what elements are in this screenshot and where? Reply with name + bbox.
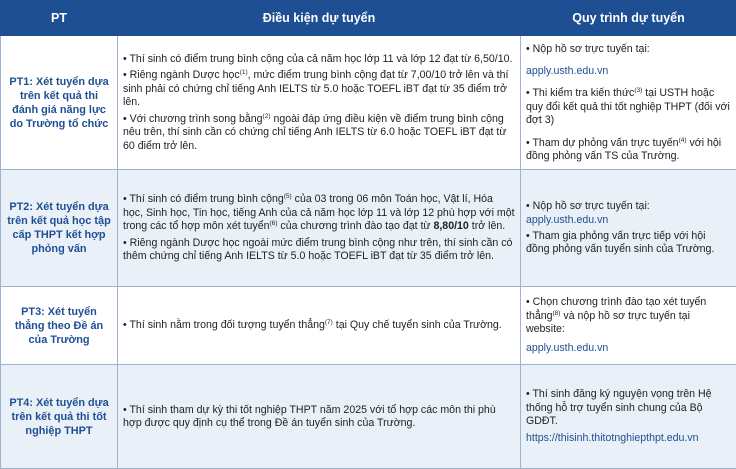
pt2-condition-1: • Thí sinh có điểm trung bình cộng$^{(5)}$ của 03 trong 06 môn Toán học, Vật lí, Hóa học, Sinh học, Tin học, tiếng Anh của cả năm học lớp 11 và lớp 12 phù hợp với một trong các tổ hợp môn xét tuyển$^{(6)}$ của chương trình đào tạo đạt từ 8,80/10 trở lên. xyxy=(123,193,515,233)
pt1-condition-1: • Thí sinh có điểm trung bình cộng của cả năm học lớp 11 và lớp 12 đạt từ 6,50/10. xyxy=(123,53,513,66)
pt4-condition-1: • Thí sinh tham dự kỳ thi tốt nghiệp THPT năm 2025 với tổ hợp các môn thi phù hợp được quy định cụ thể trong Đề án tuyển sinh của Trường. xyxy=(123,403,496,429)
pt1-condition-2: • Riêng ngành Dược học$^{(1)}$, mức điểm trung bình cộng đạt từ 7,00/10 trở lên và thí sinh phải có chứng chỉ tiếng Anh IELTS từ 5.0 hoặc TOEFL iBT đạt từ 35 điểm trở lên. xyxy=(123,69,509,109)
header-row xyxy=(1,1,736,36)
pt4-moet-link[interactable]: https://thisinh.thitotnghiepthpt.edu.vn xyxy=(526,432,699,445)
pt4-process-1: • Thí sinh đăng ký nguyện vọng trên Hệ thống hỗ trợ tuyển sinh chung của Bộ GDĐT. xyxy=(526,388,712,427)
table-row-pt1 xyxy=(1,36,736,170)
pt1-process-1: • Nộp hồ sơ trực tuyến tại: xyxy=(526,42,650,55)
pt4-conditions xyxy=(118,365,521,469)
pt1-process xyxy=(521,36,736,170)
table-row-pt2 xyxy=(1,170,736,287)
pt3-method: PT3: Xét tuyển thẳng theo Đề án của Trường xyxy=(1,287,118,365)
pt3-apply-link[interactable]: apply.usth.edu.vn xyxy=(526,342,609,355)
pt4-method: PT4: Xét tuyển dựa trên kết quả thi tốt nghiệp THPT xyxy=(1,365,118,469)
table-row-pt4 xyxy=(1,365,736,469)
pt1-conditions xyxy=(118,36,521,170)
pt1-method: PT1: Xét tuyển dựa trên kết quả thi đánh giá năng lực do Trường tổ chức xyxy=(1,36,118,170)
table-row-pt3 xyxy=(1,287,736,365)
header-process: Quy trình dự tuyển xyxy=(521,1,736,36)
pt3-condition-1: • Thí sinh nằm trong đối tượng tuyển thẳng$^{(7)}$ tại Quy chế tuyển sinh của Trường. xyxy=(123,319,502,332)
header-conditions: Điều kiện dự tuyển xyxy=(118,1,521,36)
pt3-conditions xyxy=(118,287,521,365)
pt1-apply-link[interactable]: apply.usth.edu.vn xyxy=(526,64,609,77)
pt2-process xyxy=(521,170,736,287)
pt2-conditions xyxy=(118,170,521,287)
header-pt: PT xyxy=(1,1,118,36)
pt3-process-1: • Chọn chương trình đào tạo xét tuyển thẳng$^{(8)}$ và nộp hồ sơ trực tuyến tại website: xyxy=(526,296,707,335)
pt2-process-2: • Tham gia phỏng vấn trực tiếp với hội đồng phỏng vấn tuyển sinh của Trường. xyxy=(526,230,715,256)
pt2-process-1: • Nộp hồ sơ trực tuyến tại: xyxy=(526,200,650,213)
pt1-condition-3: • Với chương trình song bằng$^{(2)}$ ngoài đáp ứng điều kiện về điểm trung bình cộng nêu trên, thí sinh cần có chứng chỉ tiếng Anh IELTS từ 6.0 hoặc TOEFL iBT đạt từ 60 điểm trở lên. xyxy=(123,112,507,152)
pt2-condition-2: • Riêng ngành Dược học ngoài mức điểm trung bình cộng như trên, thí sinh cần có thêm chứng chỉ tiếng Anh IELTS từ 5.0 hoặc TOEFL iBT đạt từ 35 điểm trở lên. xyxy=(123,236,513,263)
pt1-process-3: • Tham dự phỏng vấn trực tuyến$^{(4)}$ với hội đồng phỏng vấn TS của Trường. xyxy=(526,136,722,163)
pt2-apply-link[interactable]: apply.usth.edu.vn xyxy=(526,213,609,226)
pt2-method: PT2: Xét tuyển dựa trên kết quả học tập cấp THPT kết hợp phỏng vấn xyxy=(1,170,118,287)
pt1-process-2: • Thi kiểm tra kiến thức$^{(3)}$ tại USTH hoặc quy đổi kết quả thi tốt nghiệp THPT (đối với đợt 3) xyxy=(526,87,730,127)
pt4-process xyxy=(521,365,736,469)
pt3-process xyxy=(521,287,736,365)
